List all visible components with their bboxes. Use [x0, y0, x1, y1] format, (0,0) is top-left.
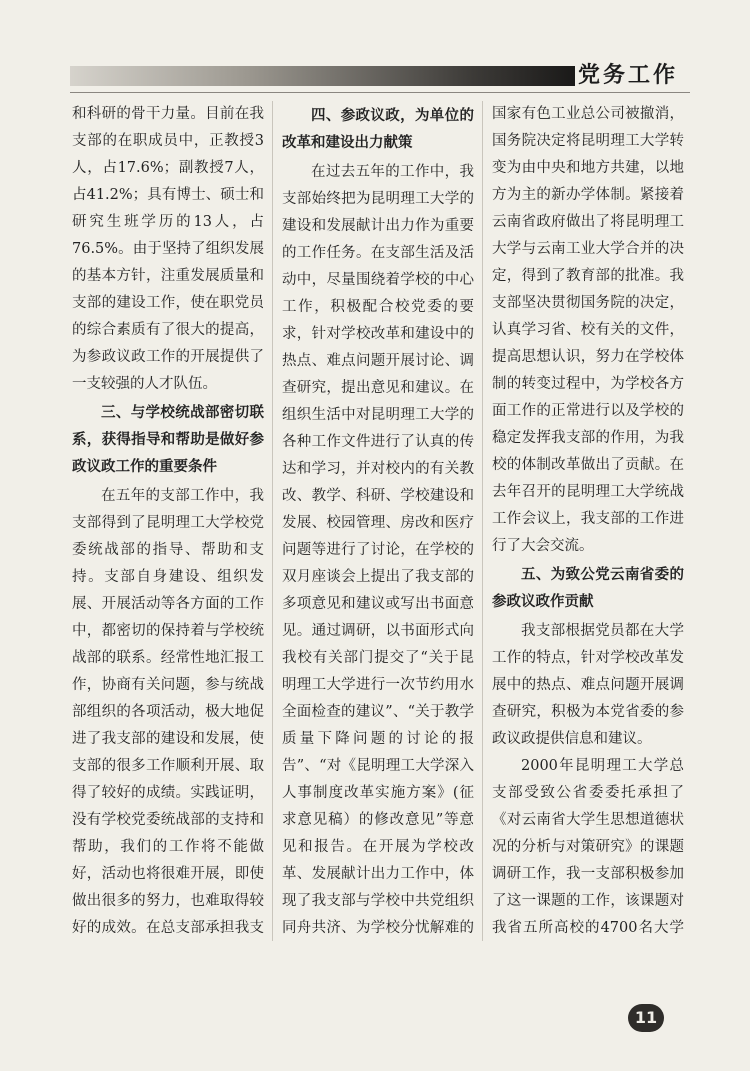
paragraph: 在五年的支部工作中，我支部得到了昆明理工大学校党委统战部的指导、帮助和支持。支部自身建设、组织发展、开展活动等各方面的工作中，都密切的保持着与学校统战部的联系。经常性地汇报工作，协商有关问题，参与统战部组织的各项活动，极大地促进了我支部的建设和发展，使支部的很多工作顺利开展、取得了较好的成绩。实践证明，没有学校党委统战部的支持和帮助，我们的工作将不能做好，活动也将很难开展，即使做出很多的努力，也难取得较好的成效。在总支部承担我支	[72, 488, 264, 936]
paragraph: 和科研的骨干力量。目前在我支部的在职成员中，正教授3人，占17.6%；副教授7人，占41.2%；具有博士、硕士和研究生班学历的13人，占76.5%。由于坚持了组织发展的基本方针，注重发展质量和支部的建设工作，使在职党员的综合素质有了很大的提高，为参政议政工作的开展提供了一支较强的人才队伍。	[72, 106, 264, 392]
text-column-3	[492, 101, 684, 941]
paragraph: 国家有色工业总公司被撤消，国务院决定将昆明理工大学转变为由中央和地方共建，以地方为主的新办学体制。紧接着云南省政府做出了将昆明理工大学与云南工业大学合并的决定，得到了教育部的批准。我支部坚决贯彻国务院的决定，认真学习省、校有关的文件，提高思想认识，努力在学校体制的转变过程中，为学校各方面工作的正常进行以及学校的稳定发挥我支部的作用，为我校的体制改革做出了贡献。在去年召开的昆明理工大学统战工作会议上，我支部的工作进行了大会交流。	[492, 106, 684, 554]
paragraph: 在过去五年的工作中，我支部始终把为昆明理工大学的建设和发展献计出力作为重要的工作任务。在支部生活及活动中，尽量围绕着学校的中心工作，积极配合校党委的要求，针对学校改革和建设中的热点、难点问题开展讨论、调查研究，提出意见和建议。在组织生活中对昆明理工大学的各种工作文件进行了认真的传达和学习，并对校内的有关教改、教学、科研、学校建设和发展、校园管理、房改和医疗问题等进行了讨论，在学校的双月座谈会上提出了我支部的多项意见和建议或写出书面意见。通过调研，以书面形式向我校有关部门提交了“关于昆明理工大学进行一次节约用水全面检查的建议”、“关于教学质量下降问题的讨论的报告”、“对《昆明理工大学深入人事制度改革实施方案》(征求意见稿）的修改意见”等意见和报告。在开展为学校改革、发展献计出力工作中，体现了我支部与学校中共党组织同舟共济、为学校分忧解难的	[282, 164, 474, 936]
text-column-2	[282, 101, 474, 941]
header-gradient-bar	[70, 66, 575, 86]
text-column-1	[72, 101, 264, 941]
page-number-badge: 11	[628, 1004, 664, 1032]
paragraph: 2000年昆明理工大学总支部受致公省委委托承担了《对云南省大学生思想道德状况的分析与对策研究》的课题调研工作，我一支部积极参加了这一课题的工作，该课题对我省五所高校的4700名大学	[492, 758, 684, 936]
section-heading-4: 四、参政议政，为单位的改革和建设出力献策	[282, 108, 474, 151]
column-divider	[482, 101, 483, 941]
section-heading-3: 三、与学校统战部密切联系，获得指导和帮助是做好参政议政工作的重要条件	[72, 405, 264, 475]
section-title: 党务工作	[578, 63, 679, 88]
column-divider	[272, 101, 273, 941]
paragraph: 我支部根据党员都在大学工作的特点，针对学校改革发展中的热点、难点问题开展调查研究，积极为本党省委的参政议政提供信息和建议。	[492, 623, 684, 747]
header-divider	[70, 92, 690, 93]
section-heading-5: 五、为致公党云南省委的参政议政作贡献	[492, 567, 684, 610]
